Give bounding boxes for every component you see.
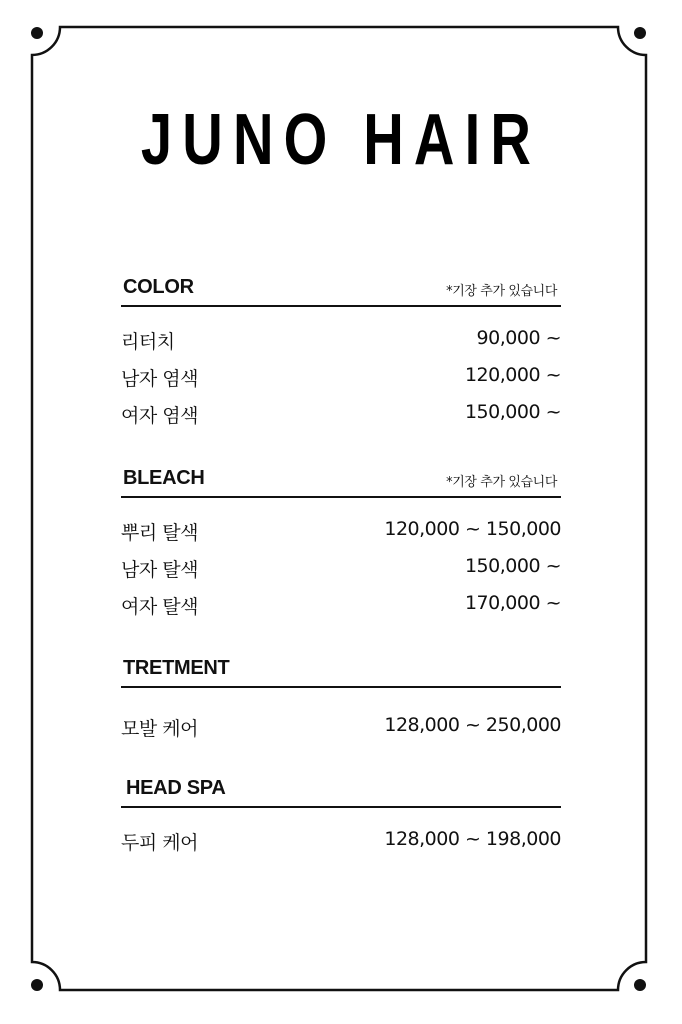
section-bleach [121, 462, 561, 623]
service-price: 150,000 ~ [464, 401, 561, 423]
service-price: 120,000 ~ [464, 364, 561, 386]
price-row [121, 549, 561, 586]
service-price: 128,000 ~ 250,000 [384, 714, 561, 736]
price-row [121, 822, 561, 859]
section-title: BLEACH [123, 467, 205, 489]
price-list [121, 688, 561, 745]
section-note: *기장 추가 있습니다 [446, 475, 557, 490]
section-note: *기장 추가 있습니다 [446, 284, 557, 299]
price-row [121, 708, 561, 745]
service-name: 남자 염색 [121, 368, 198, 390]
service-name: 여자 탈색 [121, 596, 198, 618]
section-color [121, 271, 561, 432]
section-header [121, 462, 561, 498]
section-head-spa [121, 772, 561, 859]
section-header [121, 652, 561, 688]
price-row [121, 358, 561, 395]
service-name: 리터치 [121, 331, 175, 353]
section-title: HEAD SPA [126, 777, 226, 799]
service-price: 150,000 ~ [464, 555, 561, 577]
service-name: 두피 케어 [121, 832, 198, 854]
service-price: 120,000 ~ 150,000 [384, 518, 561, 540]
service-price: 128,000 ~ 198,000 [384, 828, 561, 850]
section-title: COLOR [123, 276, 194, 298]
section-treatment [121, 652, 561, 745]
price-row [121, 512, 561, 549]
service-price: 90,000 ~ [476, 327, 561, 349]
brand-title: JUNO HAIR [140, 100, 542, 180]
section-header [121, 772, 561, 808]
service-price: 170,000 ~ [464, 592, 561, 614]
price-row [121, 586, 561, 623]
price-row [121, 395, 561, 432]
price-row [121, 321, 561, 358]
corner-dot-top-left [31, 27, 43, 39]
price-list [121, 498, 561, 623]
section-header [121, 271, 561, 307]
service-name: 뿌리 탈색 [121, 522, 198, 544]
price-list [121, 307, 561, 432]
corner-dot-bottom-right [634, 979, 646, 991]
corner-dot-bottom-left [31, 979, 43, 991]
service-name: 모발 케어 [121, 718, 198, 740]
corner-dot-top-right [634, 27, 646, 39]
service-name: 남자 탈색 [121, 559, 198, 581]
service-name: 여자 염색 [121, 405, 198, 427]
section-title: TRETMENT [123, 657, 230, 679]
price-list [121, 808, 561, 859]
